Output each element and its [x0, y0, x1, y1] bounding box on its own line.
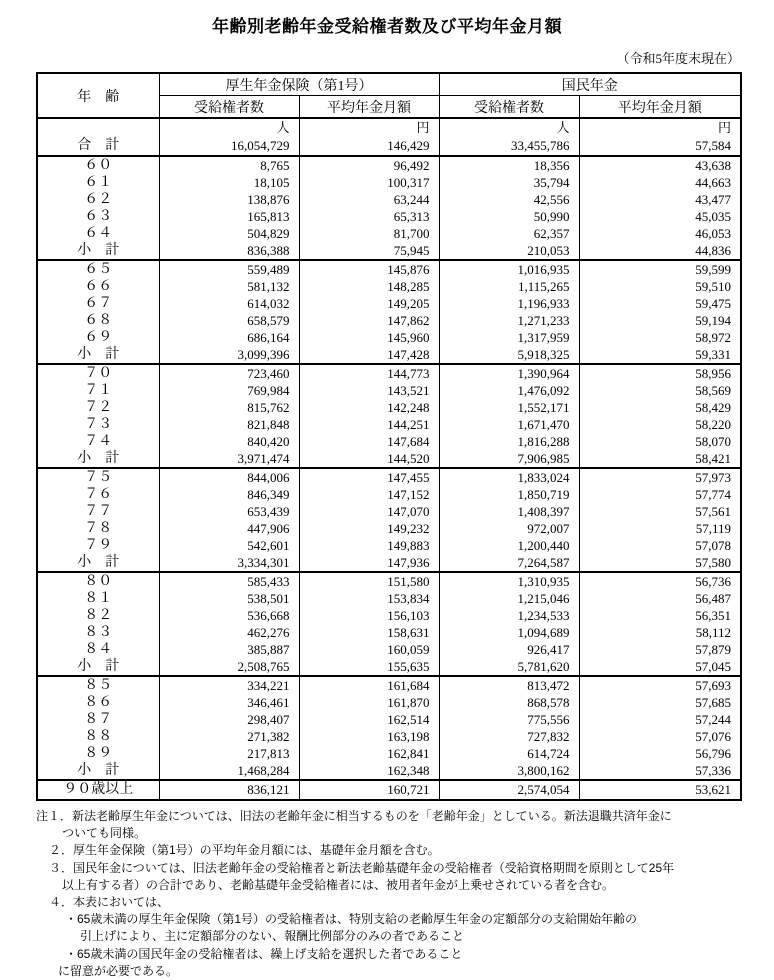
value-cell: 56,487: [579, 590, 741, 607]
table-row: [37, 346, 741, 364]
value-cell: 813,472: [439, 676, 579, 694]
value-cell: 57,774: [579, 486, 741, 503]
value-cell: 43,638: [579, 156, 741, 174]
value-cell: 614,724: [439, 745, 579, 762]
age-label: ７１: [37, 382, 159, 399]
value-cell: 7,264,587: [439, 554, 579, 572]
value-cell: 1,271,233: [439, 312, 579, 329]
value-cell: 1,671,470: [439, 416, 579, 433]
value-cell: 142,248: [299, 399, 439, 416]
value-cell: 18,105: [159, 174, 299, 191]
col-header-age: 年 齢: [37, 73, 159, 118]
value-cell: 2,574,054: [439, 780, 579, 800]
value-cell: 57,693: [579, 676, 741, 694]
value-cell: 160,059: [299, 641, 439, 658]
value-cell: 158,631: [299, 624, 439, 641]
age-label: ８２: [37, 607, 159, 624]
table-row: [37, 745, 741, 762]
col-header-kosei-beneficiaries: 受給権者数: [159, 96, 299, 119]
col-header-kosei-average: 平均年金月額: [299, 96, 439, 119]
table-row: [37, 554, 741, 572]
table-row: [37, 537, 741, 554]
value-cell: 59,331: [579, 346, 741, 364]
value-cell: 163,198: [299, 728, 439, 745]
value-cell: 円 57,584: [579, 118, 741, 156]
value-cell: 653,439: [159, 503, 299, 520]
value-cell: 81,700: [299, 225, 439, 242]
value-cell: 3,971,474: [159, 450, 299, 468]
note-line: ３．国民年金については、旧法老齢年金の受給権者と新法老齢基礎年金の受給権者（受給資格期間を原則として25年: [49, 860, 675, 875]
value-cell: 821,848: [159, 416, 299, 433]
value-cell: 3,800,162: [439, 762, 579, 780]
age-label: ８３: [37, 624, 159, 641]
value-cell: 147,684: [299, 433, 439, 450]
value-cell: 162,514: [299, 711, 439, 728]
note-line: 引上げにより、主に定額部分のない、報酬比例部分のみの者であること: [80, 929, 465, 944]
pension-table: [36, 72, 742, 801]
value-cell: 972,007: [439, 520, 579, 537]
value-cell: 44,836: [579, 242, 741, 260]
value-cell: 57,685: [579, 694, 741, 711]
table-row: [37, 503, 741, 520]
value-cell: 149,883: [299, 537, 439, 554]
age-label: 小 計: [37, 346, 159, 364]
table-row: [37, 711, 741, 728]
value-cell: 504,829: [159, 225, 299, 242]
value-cell: 447,906: [159, 520, 299, 537]
table-row: [37, 174, 741, 191]
value-cell: 162,348: [299, 762, 439, 780]
age-label: ７２: [37, 399, 159, 416]
value-cell: 147,936: [299, 554, 439, 572]
table-row: [37, 260, 741, 278]
value-cell: 18,356: [439, 156, 579, 174]
value-cell: 334,221: [159, 676, 299, 694]
value-cell: 58,070: [579, 433, 741, 450]
note-line: 注１．新法老齢厚生年金については、旧法の老齢年金に相当するものを「老齢年金」としている。新法退職共済年金に: [36, 809, 672, 823]
table-row: [37, 676, 741, 694]
table-row: [37, 278, 741, 295]
value-cell: 1,468,284: [159, 762, 299, 780]
value-cell: 1,408,397: [439, 503, 579, 520]
value-cell: 57,244: [579, 711, 741, 728]
value-cell: 614,032: [159, 295, 299, 312]
value-cell: 3,099,396: [159, 346, 299, 364]
value-cell: 151,580: [299, 572, 439, 590]
table-row: [37, 242, 741, 260]
table-row: [37, 728, 741, 745]
value-cell: 59,475: [579, 295, 741, 312]
value-cell: 147,862: [299, 312, 439, 329]
age-label: 小 計: [37, 554, 159, 572]
value-cell: 35,794: [439, 174, 579, 191]
table-row: [37, 399, 741, 416]
value-cell: 57,580: [579, 554, 741, 572]
age-label: ６５: [37, 260, 159, 278]
value-cell: 43,477: [579, 191, 741, 208]
table-row: [37, 641, 741, 658]
col-header-kosei-nenkin: 厚生年金保険（第1号）: [159, 73, 439, 96]
value-cell: 868,578: [439, 694, 579, 711]
value-cell: 1,115,265: [439, 278, 579, 295]
value-cell: 346,461: [159, 694, 299, 711]
value-cell: 1,016,935: [439, 260, 579, 278]
value-cell: 57,973: [579, 468, 741, 486]
value-cell: 57,879: [579, 641, 741, 658]
table-row: [37, 225, 741, 242]
age-label: ７９: [37, 537, 159, 554]
value-cell: 58,220: [579, 416, 741, 433]
value-cell: 385,887: [159, 641, 299, 658]
value-cell: 1,200,440: [439, 537, 579, 554]
value-cell: 1,816,288: [439, 433, 579, 450]
table-row: [37, 520, 741, 537]
table-row: [37, 329, 741, 346]
table-row: [37, 694, 741, 711]
value-cell: 165,813: [159, 208, 299, 225]
note-line: ４．本表においては、: [49, 895, 170, 910]
value-cell: 162,841: [299, 745, 439, 762]
age-label: ７８: [37, 520, 159, 537]
value-cell: 156,103: [299, 607, 439, 624]
value-cell: 160,721: [299, 780, 439, 800]
value-cell: 59,510: [579, 278, 741, 295]
age-label: ６７: [37, 295, 159, 312]
value-cell: 148,285: [299, 278, 439, 295]
value-cell: 1,476,092: [439, 382, 579, 399]
value-cell: 210,053: [439, 242, 579, 260]
age-label: 小 計: [37, 658, 159, 676]
date-note: （令和5年度末現在）: [616, 51, 740, 66]
table-row: [37, 433, 741, 450]
value-cell: 53,621: [579, 780, 741, 800]
note-line: 以上有する者）の合計であり、老齢基礎年金受給権者には、被用者年金が上乗せされている者を含む。: [62, 877, 615, 892]
value-cell: 46,053: [579, 225, 741, 242]
value-cell: 462,276: [159, 624, 299, 641]
age-label: ６１: [37, 174, 159, 191]
table-body: [37, 118, 741, 800]
unit-label: 円: [416, 120, 430, 135]
value-cell: 144,251: [299, 416, 439, 433]
value-cell: 559,489: [159, 260, 299, 278]
age-label: ６０: [37, 156, 159, 174]
col-header-kokumin-nenkin: 国民年金: [439, 73, 741, 96]
value-cell: 1,552,171: [439, 399, 579, 416]
age-label: ８８: [37, 728, 159, 745]
value-cell: 57,336: [579, 762, 741, 780]
col-header-kokumin-beneficiaries: 受給権者数: [439, 96, 579, 119]
value-cell: 926,417: [439, 641, 579, 658]
age-label: ７５: [37, 468, 159, 486]
value-cell: 844,006: [159, 468, 299, 486]
table-row: [37, 364, 741, 382]
page-title: 年齢別老齢年金受給権者数及び平均年金月額: [212, 17, 562, 36]
value-cell: 727,832: [439, 728, 579, 745]
value-cell: 1,390,964: [439, 364, 579, 382]
value-cell: 58,421: [579, 450, 741, 468]
table-row: [37, 607, 741, 624]
age-label: ９０歳以上: [37, 780, 159, 800]
value-cell: 585,433: [159, 572, 299, 590]
value-cell: 161,684: [299, 676, 439, 694]
value-cell: 145,960: [299, 329, 439, 346]
table-row: [37, 624, 741, 641]
value-cell: 149,205: [299, 295, 439, 312]
value-cell: 846,349: [159, 486, 299, 503]
value-cell: 3,334,301: [159, 554, 299, 572]
value-cell: 56,736: [579, 572, 741, 590]
value-cell: 138,876: [159, 191, 299, 208]
table-row: [37, 762, 741, 780]
value-cell: 57,076: [579, 728, 741, 745]
note-line: ・65歳未満の厚生年金保険（第1号）の受給権者は、特別支給の老齢厚生年金の定額部分の支給開始年齢の: [65, 912, 638, 927]
table-row: [37, 468, 741, 486]
table-row: [37, 208, 741, 225]
value-cell: 161,870: [299, 694, 439, 711]
value-cell: 58,112: [579, 624, 741, 641]
value-cell: 840,420: [159, 433, 299, 450]
value-cell: 2,508,765: [159, 658, 299, 676]
value-cell: 686,164: [159, 329, 299, 346]
note-line: ２．厚生年金保険（第1号）の平均年金月額には、基礎年金月額を含む。: [49, 843, 440, 858]
value-cell: 65,313: [299, 208, 439, 225]
table-row: [37, 191, 741, 208]
value-cell: 143,521: [299, 382, 439, 399]
value-cell: 149,232: [299, 520, 439, 537]
value-cell: 人 16,054,729: [159, 118, 299, 156]
unit-label: 人: [276, 120, 290, 135]
age-label: ７３: [37, 416, 159, 433]
age-label: ７６: [37, 486, 159, 503]
value-cell: 217,813: [159, 745, 299, 762]
value-cell: 836,121: [159, 780, 299, 800]
age-label: ８６: [37, 694, 159, 711]
value-cell: 536,668: [159, 607, 299, 624]
age-label: ７０: [37, 364, 159, 382]
value-cell: 815,762: [159, 399, 299, 416]
value-cell: 775,556: [439, 711, 579, 728]
table-row: [37, 780, 741, 800]
value-cell: 100,317: [299, 174, 439, 191]
age-label: ８１: [37, 590, 159, 607]
value-cell: 5,918,325: [439, 346, 579, 364]
value-cell: 581,132: [159, 278, 299, 295]
value-cell: 145,876: [299, 260, 439, 278]
value-cell: 56,351: [579, 607, 741, 624]
value-cell: 1,215,046: [439, 590, 579, 607]
age-label: 合 計: [37, 118, 159, 156]
notes: [36, 808, 746, 980]
value-cell: 298,407: [159, 711, 299, 728]
value-cell: 56,796: [579, 745, 741, 762]
value-cell: 58,569: [579, 382, 741, 399]
value-cell: 42,556: [439, 191, 579, 208]
value-cell: 75,945: [299, 242, 439, 260]
age-label: ６２: [37, 191, 159, 208]
table-row: [37, 658, 741, 676]
age-label: ６８: [37, 312, 159, 329]
value-cell: 769,984: [159, 382, 299, 399]
value-cell: 人 33,455,786: [439, 118, 579, 156]
col-header-kokumin-average: 平均年金月額: [579, 96, 741, 119]
age-label: ６４: [37, 225, 159, 242]
table-row: [37, 156, 741, 174]
age-label: ７７: [37, 503, 159, 520]
value-cell: 1,850,719: [439, 486, 579, 503]
value-cell: 147,152: [299, 486, 439, 503]
age-label: ６６: [37, 278, 159, 295]
table-row: [37, 295, 741, 312]
value-cell: 538,501: [159, 590, 299, 607]
value-cell: 144,773: [299, 364, 439, 382]
value-cell: 153,834: [299, 590, 439, 607]
value-cell: 57,045: [579, 658, 741, 676]
value-cell: 1,833,024: [439, 468, 579, 486]
note-line: に留意が必要である。: [58, 963, 179, 978]
value-cell: 542,601: [159, 537, 299, 554]
age-label: ８４: [37, 641, 159, 658]
value-cell: 59,599: [579, 260, 741, 278]
age-label: 小 計: [37, 450, 159, 468]
unit-label: 円: [717, 120, 731, 135]
value-cell: 50,990: [439, 208, 579, 225]
age-label: ８０: [37, 572, 159, 590]
value-cell: 1,094,689: [439, 624, 579, 641]
value-cell: 62,357: [439, 225, 579, 242]
unit-label: 人: [556, 120, 570, 135]
table-row: [37, 118, 741, 156]
value-cell: 147,428: [299, 346, 439, 364]
age-label: ６３: [37, 208, 159, 225]
table-header: [37, 73, 741, 118]
age-label: ６９: [37, 329, 159, 346]
age-label: ８７: [37, 711, 159, 728]
value-cell: 57,561: [579, 503, 741, 520]
value-cell: 723,460: [159, 364, 299, 382]
value-cell: 836,388: [159, 242, 299, 260]
value-cell: 8,765: [159, 156, 299, 174]
value-cell: 1,317,959: [439, 329, 579, 346]
value-cell: 7,906,985: [439, 450, 579, 468]
note-line: ・65歳未満の国民年金の受給権者は、繰上げ支給を選択した者であること: [65, 946, 463, 961]
note-line: ついても同様。: [62, 826, 147, 841]
value-cell: 58,972: [579, 329, 741, 346]
age-label: 小 計: [37, 762, 159, 780]
value-cell: 44,663: [579, 174, 741, 191]
value-cell: 147,455: [299, 468, 439, 486]
age-label: 小 計: [37, 242, 159, 260]
table-row: [37, 572, 741, 590]
value-cell: 155,635: [299, 658, 439, 676]
table-row: [37, 486, 741, 503]
value-cell: 円 146,429: [299, 118, 439, 156]
table-row: [37, 382, 741, 399]
value-cell: 144,520: [299, 450, 439, 468]
age-label: ８９: [37, 745, 159, 762]
value-cell: 63,244: [299, 191, 439, 208]
age-label: ８５: [37, 676, 159, 694]
value-cell: 271,382: [159, 728, 299, 745]
age-label: ７４: [37, 433, 159, 450]
value-cell: 1,234,533: [439, 607, 579, 624]
value-cell: 57,078: [579, 537, 741, 554]
value-cell: 96,492: [299, 156, 439, 174]
table-row: [37, 312, 741, 329]
value-cell: 59,194: [579, 312, 741, 329]
value-cell: 45,035: [579, 208, 741, 225]
value-cell: 58,956: [579, 364, 741, 382]
value-cell: 658,579: [159, 312, 299, 329]
value-cell: 147,070: [299, 503, 439, 520]
table-row: [37, 450, 741, 468]
value-cell: 57,119: [579, 520, 741, 537]
value-cell: 1,310,935: [439, 572, 579, 590]
value-cell: 5,781,620: [439, 658, 579, 676]
table-row: [37, 416, 741, 433]
value-cell: 1,196,933: [439, 295, 579, 312]
table-row: [37, 590, 741, 607]
value-cell: 58,429: [579, 399, 741, 416]
